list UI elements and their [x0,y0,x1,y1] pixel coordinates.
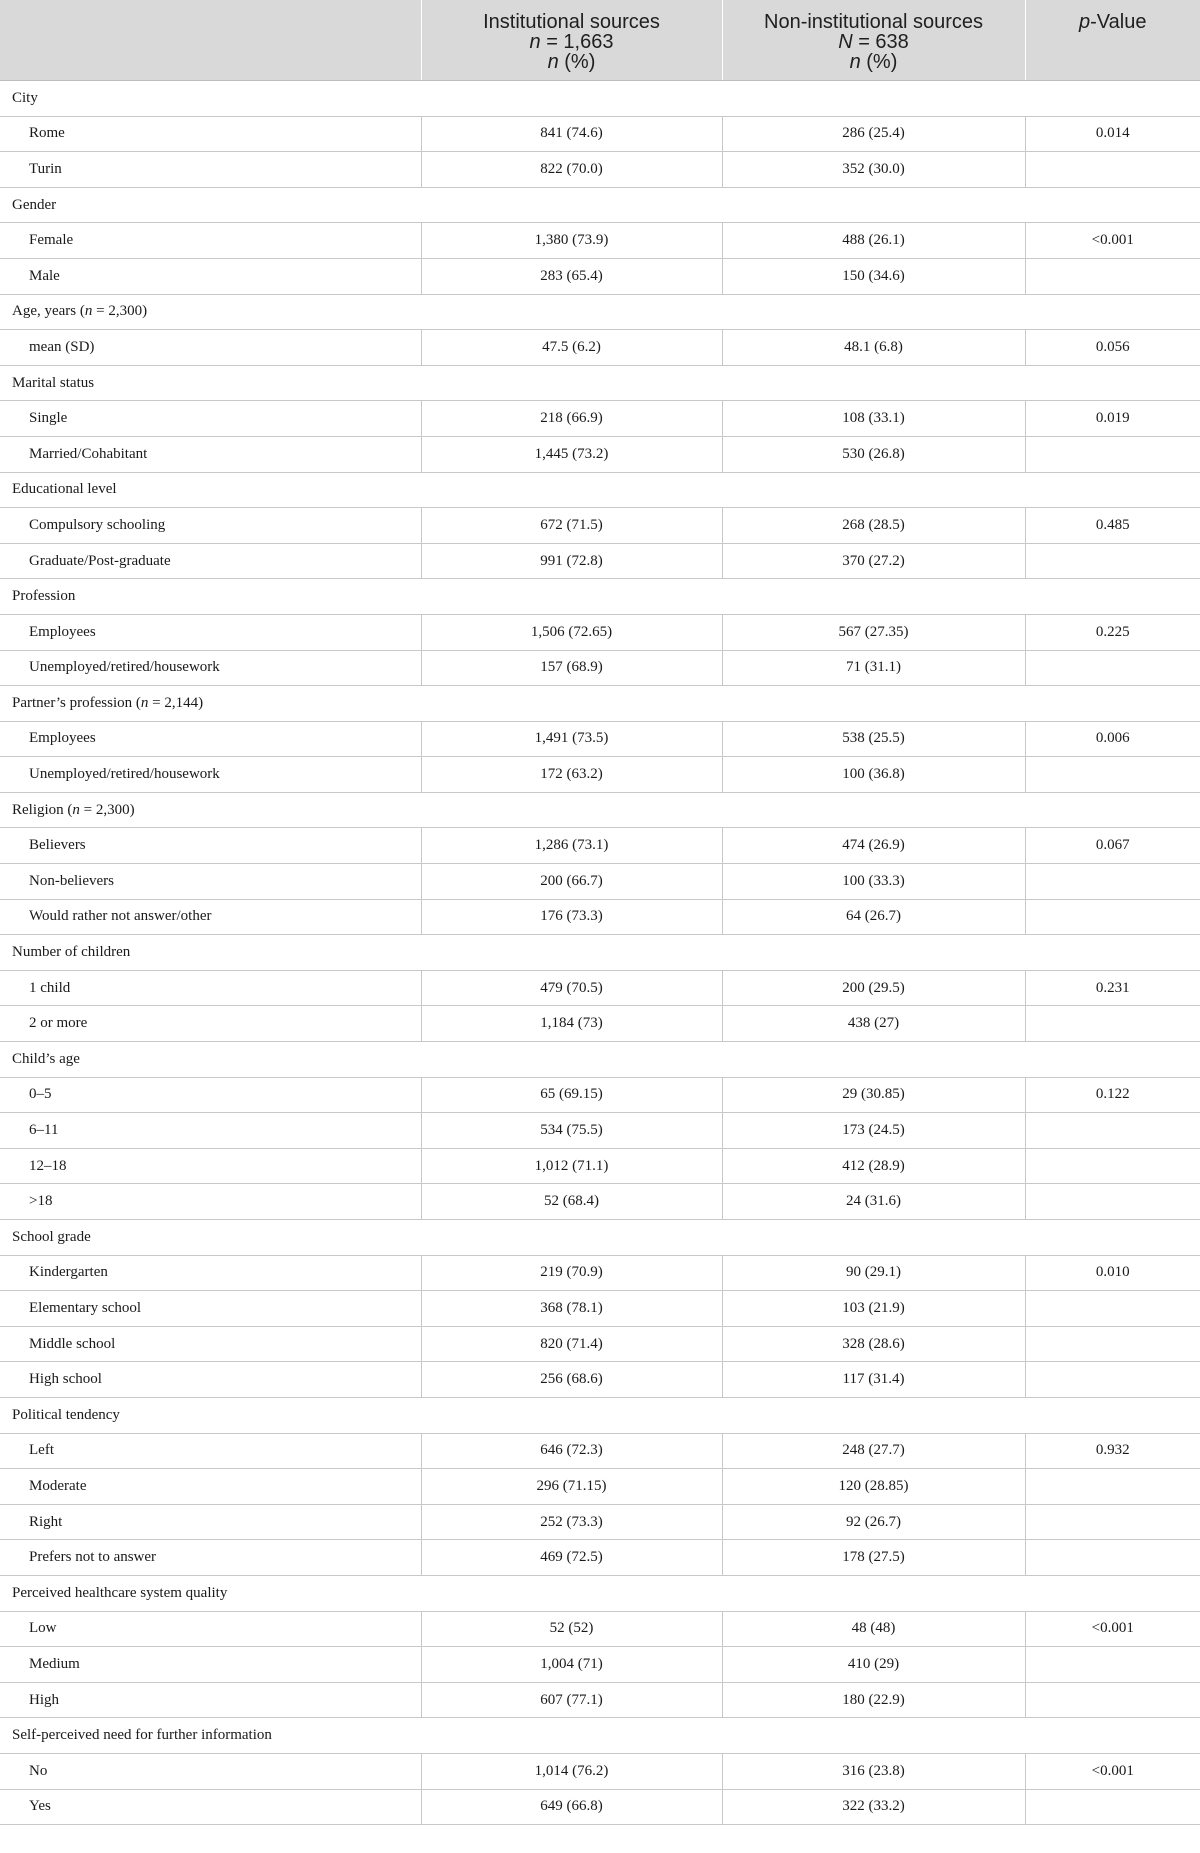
category-label-text: Political tendency [12,1406,120,1423]
category-label-text: Marital status [12,374,95,391]
table-row [0,1184,1200,1220]
non-institutional-value: 92 (26.7) [722,1504,1025,1540]
p-value: 0.225 [1025,614,1200,650]
table-row [0,1291,1200,1327]
table-row [0,116,1200,152]
institutional-value: 65 (69.15) [421,1077,722,1113]
header-n-letter: n [529,31,541,53]
category-label-text: Partner’s profession ( [12,694,141,711]
non-institutional-value: 178 (27.5) [722,1540,1025,1576]
non-institutional-value: 200 (29.5) [722,970,1025,1006]
non-institutional-value: 316 (23.8) [722,1753,1025,1789]
row-label: Female [0,223,421,259]
non-institutional-value: 538 (25.5) [722,721,1025,757]
category-row [0,1220,1200,1256]
p-value [1025,543,1200,579]
table-row [0,258,1200,294]
header-non-institutional-title: Non-institutional sources [764,11,983,33]
category-label [0,187,1200,223]
category-label-n: n [140,694,149,711]
non-institutional-value: 117 (31.4) [722,1362,1025,1398]
institutional-value: 841 (74.6) [421,116,722,152]
header-p-value [1025,0,1200,81]
row-label: mean (SD) [0,330,421,366]
p-value: <0.001 [1025,1611,1200,1647]
table-body [0,81,1200,1825]
table-row [0,1326,1200,1362]
category-row [0,792,1200,828]
category-label-text: Religion ( [12,801,73,818]
table-row [0,1469,1200,1505]
institutional-value: 1,184 (73) [421,1006,722,1042]
category-label [0,1575,1200,1611]
table-row [0,1647,1200,1683]
non-institutional-value: 286 (25.4) [722,116,1025,152]
p-value [1025,757,1200,793]
p-value [1025,1148,1200,1184]
row-label: Right [0,1504,421,1540]
p-value: 0.010 [1025,1255,1200,1291]
table-row [0,721,1200,757]
institutional-value: 1,004 (71) [421,1647,722,1683]
table-row [0,1753,1200,1789]
row-label: Left [0,1433,421,1469]
institutional-value: 296 (71.15) [421,1469,722,1505]
p-value: 0.932 [1025,1433,1200,1469]
institutional-value: 283 (65.4) [421,258,722,294]
table-row [0,1433,1200,1469]
category-label [0,472,1200,508]
header-institutional-pct [428,52,716,72]
row-label: Yes [0,1789,421,1825]
row-label: Elementary school [0,1291,421,1327]
non-institutional-value: 90 (29.1) [722,1255,1025,1291]
p-value: 0.485 [1025,508,1200,544]
table-row [0,1540,1200,1576]
row-label: >18 [0,1184,421,1220]
non-institutional-value: 322 (33.2) [722,1789,1025,1825]
category-row [0,1718,1200,1754]
category-label-text: Age, years ( [12,303,85,320]
institutional-value: 200 (66.7) [421,864,722,900]
p-value: 0.019 [1025,401,1200,437]
category-label-count: = 2,300) [79,801,135,818]
row-label: Compulsory schooling [0,508,421,544]
header-pct-letter: n [547,51,559,73]
table-row [0,1077,1200,1113]
category-label-n: n [84,303,93,320]
table-header [0,0,1200,81]
table-row [0,401,1200,437]
row-label: Non-believers [0,864,421,900]
p-value [1025,1006,1200,1042]
p-value [1025,899,1200,935]
header-institutional-n [428,32,716,52]
institutional-value: 1,380 (73.9) [421,223,722,259]
p-value [1025,1540,1200,1576]
table-row [0,828,1200,864]
category-row [0,365,1200,401]
institutional-value: 368 (78.1) [421,1291,722,1327]
institutional-value: 534 (75.5) [421,1113,722,1149]
category-row [0,1042,1200,1078]
institutional-value: 1,012 (71.1) [421,1148,722,1184]
table-row [0,1148,1200,1184]
institutional-value: 469 (72.5) [421,1540,722,1576]
non-institutional-value: 173 (24.5) [722,1113,1025,1149]
category-row [0,686,1200,722]
row-label: Turin [0,152,421,188]
category-label [0,579,1200,615]
table-row [0,1362,1200,1398]
table-row [0,1113,1200,1149]
p-value: 0.056 [1025,330,1200,366]
institutional-value: 176 (73.3) [421,899,722,935]
header-p-letter: p [1079,11,1091,33]
institutional-value: 52 (68.4) [421,1184,722,1220]
category-label-text: School grade [12,1228,91,1245]
header-institutional [421,0,722,81]
non-institutional-value: 48.1 (6.8) [722,330,1025,366]
non-institutional-value: 248 (27.7) [722,1433,1025,1469]
row-label: Married/Cohabitant [0,436,421,472]
non-institutional-value: 180 (22.9) [722,1682,1025,1718]
header-n-value: = 1,663 [540,31,614,53]
row-label: Graduate/Post-graduate [0,543,421,579]
row-label: Would rather not answer/other [0,899,421,935]
p-value [1025,1291,1200,1327]
category-label-count: = 2,300) [92,303,148,320]
header-variable [0,0,421,81]
header-pct-rest: (%) [558,51,596,73]
category-label [0,1220,1200,1256]
category-label [0,81,1200,117]
institutional-value: 256 (68.6) [421,1362,722,1398]
table-row [0,508,1200,544]
header-n-letter: N [838,31,853,53]
institutional-value: 1,014 (76.2) [421,1753,722,1789]
row-label: Employees [0,614,421,650]
non-institutional-value: 108 (33.1) [722,401,1025,437]
table-row [0,614,1200,650]
category-row [0,1575,1200,1611]
institutional-value: 219 (70.9) [421,1255,722,1291]
institutional-value: 252 (73.3) [421,1504,722,1540]
p-value [1025,864,1200,900]
category-label-text: City [12,89,38,106]
institutional-value: 218 (66.9) [421,401,722,437]
non-institutional-value: 150 (34.6) [722,258,1025,294]
category-label-text: Child’s age [12,1050,80,1067]
table-row [0,1789,1200,1825]
category-row [0,81,1200,117]
p-value: 0.231 [1025,970,1200,1006]
institutional-value: 479 (70.5) [421,970,722,1006]
institutional-value: 822 (70.0) [421,152,722,188]
institutional-value: 172 (63.2) [421,757,722,793]
non-institutional-value: 567 (27.35) [722,614,1025,650]
row-label: Kindergarten [0,1255,421,1291]
category-label-text: Gender [12,196,57,213]
header-p-rest: -Value [1090,11,1147,33]
category-row [0,579,1200,615]
row-label: 2 or more [0,1006,421,1042]
table-row [0,1611,1200,1647]
institutional-value: 1,286 (73.1) [421,828,722,864]
category-row [0,1397,1200,1433]
row-label: High school [0,1362,421,1398]
row-label: Medium [0,1647,421,1683]
table-row [0,864,1200,900]
non-institutional-value: 268 (28.5) [722,508,1025,544]
p-value [1025,1184,1200,1220]
row-label: 1 child [0,970,421,1006]
row-label: Unemployed/retired/housework [0,757,421,793]
p-value [1025,1113,1200,1149]
category-label-count: = 2,144) [148,694,204,711]
row-label: High [0,1682,421,1718]
institutional-value: 1,506 (72.65) [421,614,722,650]
row-label: Employees [0,721,421,757]
category-label [0,792,1200,828]
category-row [0,294,1200,330]
non-institutional-value: 412 (28.9) [722,1148,1025,1184]
category-label [0,686,1200,722]
category-label [0,294,1200,330]
table-row [0,757,1200,793]
p-value: <0.001 [1025,1753,1200,1789]
non-institutional-value: 24 (31.6) [722,1184,1025,1220]
table-row [0,1006,1200,1042]
table-row [0,650,1200,686]
p-value: 0.067 [1025,828,1200,864]
row-label: Single [0,401,421,437]
header-pct-letter: n [849,51,861,73]
category-label [0,1397,1200,1433]
row-label: Moderate [0,1469,421,1505]
non-institutional-value: 530 (26.8) [722,436,1025,472]
non-institutional-value: 100 (33.3) [722,864,1025,900]
p-value [1025,258,1200,294]
non-institutional-value: 120 (28.85) [722,1469,1025,1505]
row-label: No [0,1753,421,1789]
non-institutional-value: 29 (30.85) [722,1077,1025,1113]
header-row [0,0,1200,81]
header-non-institutional-n [729,32,1019,52]
non-institutional-value: 474 (26.9) [722,828,1025,864]
p-value [1025,1362,1200,1398]
header-non-institutional-pct [729,52,1019,72]
p-value: 0.014 [1025,116,1200,152]
category-label [0,1042,1200,1078]
non-institutional-value: 103 (21.9) [722,1291,1025,1327]
non-institutional-value: 352 (30.0) [722,152,1025,188]
non-institutional-value: 410 (29) [722,1647,1025,1683]
institutional-value: 607 (77.1) [421,1682,722,1718]
row-label: 0–5 [0,1077,421,1113]
institutional-value: 672 (71.5) [421,508,722,544]
category-label-text: Profession [12,588,76,605]
table-row [0,330,1200,366]
row-label: Rome [0,116,421,152]
non-institutional-value: 370 (27.2) [722,543,1025,579]
p-value: 0.122 [1025,1077,1200,1113]
p-value [1025,1682,1200,1718]
header-n-value: = 638 [852,31,909,53]
non-institutional-value: 100 (36.8) [722,757,1025,793]
row-label: 12–18 [0,1148,421,1184]
p-value: <0.001 [1025,223,1200,259]
institutional-value: 1,445 (73.2) [421,436,722,472]
table-row [0,899,1200,935]
table-row [0,152,1200,188]
category-row [0,472,1200,508]
table-row [0,970,1200,1006]
table-row [0,1504,1200,1540]
category-label-text: Educational level [12,481,117,498]
p-value: 0.006 [1025,721,1200,757]
category-label [0,935,1200,971]
p-value [1025,650,1200,686]
p-value [1025,436,1200,472]
header-non-institutional [722,0,1025,81]
row-label: Unemployed/retired/housework [0,650,421,686]
category-label [0,365,1200,401]
row-label: Male [0,258,421,294]
p-value [1025,1789,1200,1825]
non-institutional-value: 438 (27) [722,1006,1025,1042]
category-label-n: n [72,801,80,818]
category-label-text: Self-perceived need for further information [12,1727,272,1744]
non-institutional-value: 328 (28.6) [722,1326,1025,1362]
institutional-value: 1,491 (73.5) [421,721,722,757]
category-row [0,935,1200,971]
institutional-value: 820 (71.4) [421,1326,722,1362]
non-institutional-value: 48 (48) [722,1611,1025,1647]
table-row [0,543,1200,579]
institutional-value: 52 (52) [421,1611,722,1647]
header-institutional-title: Institutional sources [483,11,660,33]
category-row [0,187,1200,223]
category-label-text: Number of children [12,944,131,961]
non-institutional-value: 64 (26.7) [722,899,1025,935]
row-label: 6–11 [0,1113,421,1149]
p-value [1025,1647,1200,1683]
p-value [1025,1504,1200,1540]
institutional-value: 991 (72.8) [421,543,722,579]
p-value [1025,152,1200,188]
row-label: Middle school [0,1326,421,1362]
non-institutional-value: 488 (26.1) [722,223,1025,259]
non-institutional-value: 71 (31.1) [722,650,1025,686]
institutional-value: 646 (72.3) [421,1433,722,1469]
category-label [0,1718,1200,1754]
table-row [0,1255,1200,1291]
category-label-text: Perceived healthcare system quality [12,1584,228,1601]
row-label: Low [0,1611,421,1647]
row-label: Believers [0,828,421,864]
p-value [1025,1326,1200,1362]
header-pct-rest: (%) [860,51,898,73]
table-row [0,436,1200,472]
row-label: Prefers not to answer [0,1540,421,1576]
p-value [1025,1469,1200,1505]
table-row [0,223,1200,259]
table-row [0,1682,1200,1718]
institutional-value: 649 (66.8) [421,1789,722,1825]
institutional-value: 47.5 (6.2) [421,330,722,366]
institutional-value: 157 (68.9) [421,650,722,686]
